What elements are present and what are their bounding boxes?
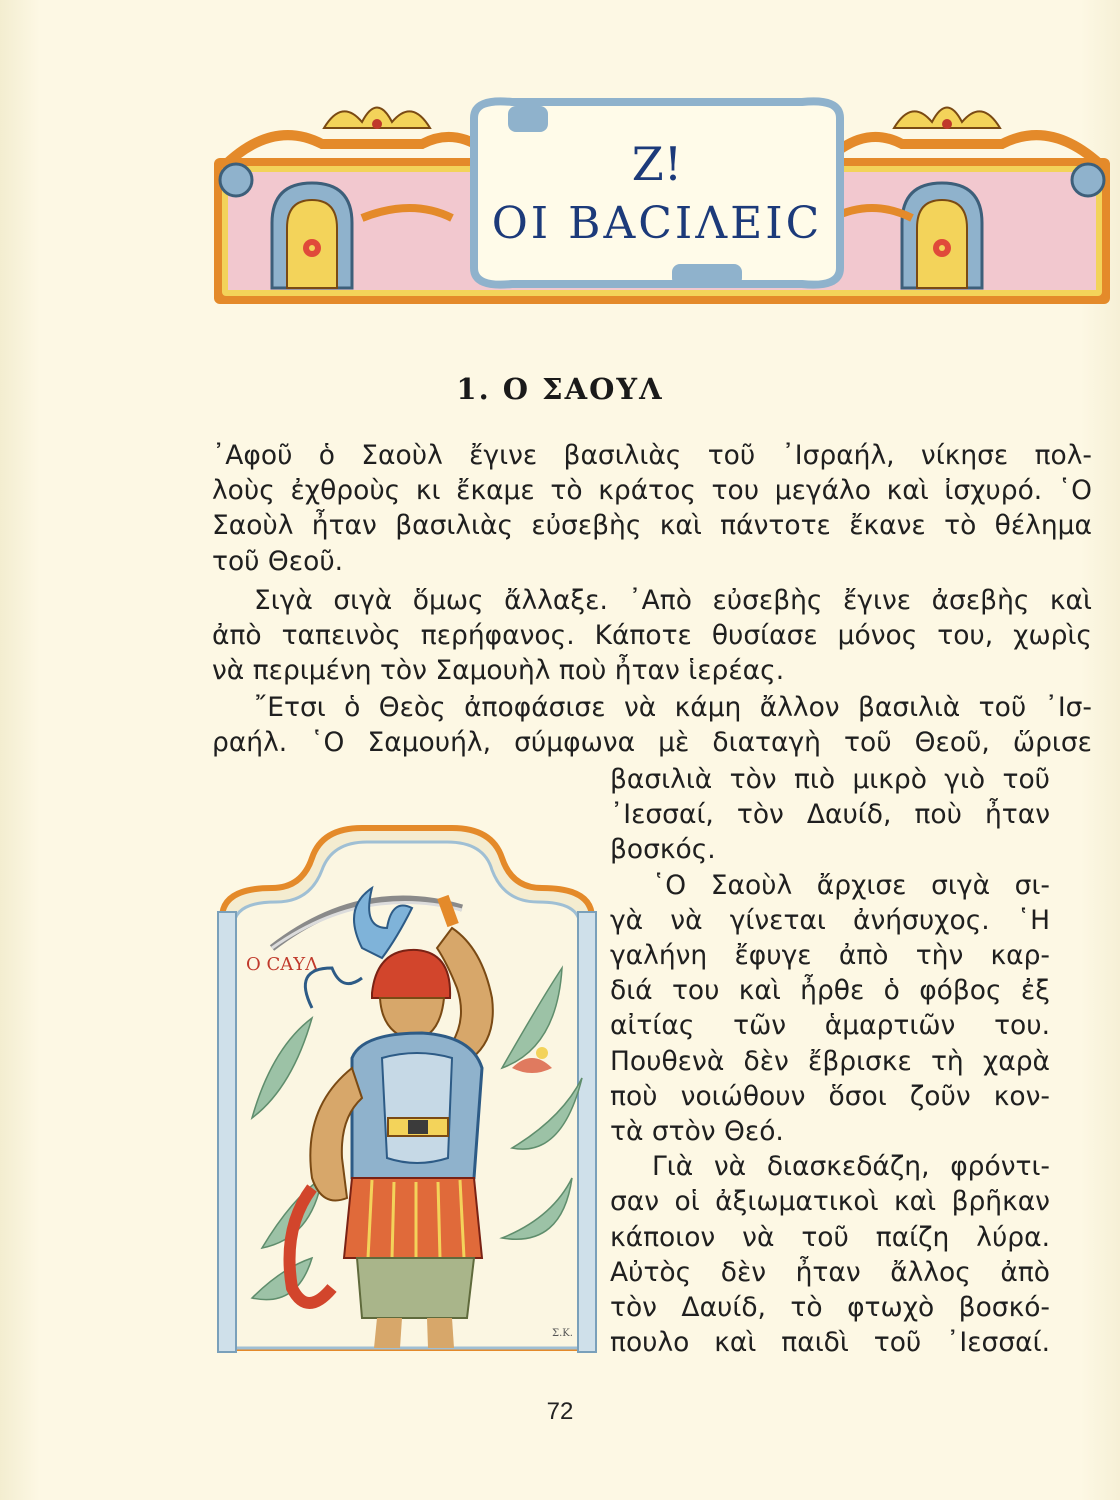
paragraph-2 — [212, 583, 1092, 689]
illustration-label: Ο CΑΥΛ — [246, 954, 319, 975]
saul-illustration — [212, 818, 602, 1358]
chapter-header-banner — [212, 88, 1114, 318]
paragraph-3 — [212, 690, 1092, 760]
chapter-title: ΟΙ ΒΑCΙΛΕΙC — [491, 198, 823, 249]
chapter-letter: Ζ! — [631, 137, 683, 191]
text-line: νὰ περιμένη τὸν Σαμουὴλ ποὺ ἦταν ἱερέας. — [212, 655, 785, 687]
text-line: διά του καὶ ἦρθε ὁ φόβος ἐξ — [610, 975, 1050, 1007]
left-ornament-crown — [324, 108, 430, 130]
text-line: βοσκός. — [610, 834, 716, 866]
text-line: ποὺ νοιώθουν ὅσοι ζοῦν κον- — [610, 1080, 1050, 1112]
text-line: ῎Ετσι ὁ Θεὸς ἀποφάσισε νὰ κάμη ἄλλον βασιλιὰ τοῦ ᾿Ισ- — [254, 692, 1092, 723]
section-title: 1. Ο ΣΑΟΥΛ — [456, 372, 664, 406]
title-scroll — [474, 101, 840, 286]
text-line: βασιλιὰ τὸν πιὸ μικρὸ γιὸ τοῦ — [610, 764, 1050, 795]
text-line: σαν οἱ ἀξιωματικοὶ καὶ βρῆκαν — [610, 1186, 1050, 1218]
right-ornament-crown — [894, 108, 1000, 130]
text-line: κάποιον νὰ τοῦ παίζη λύρα. — [610, 1221, 1050, 1253]
text-line: γὰ νὰ γίνεται ἀνήσυχος. ῾Η — [610, 904, 1050, 936]
text-line: γαλήνη ἔφυγε ἀπὸ τὴν καρ- — [610, 940, 1050, 972]
text-line: αἰτίας τῶν ἁμαρτιῶν του. — [610, 1010, 1050, 1042]
text-line: λοὺς ἐχθροὺς κι ἔκαμε τὸ κράτος του μεγάλο καὶ ἰσχυρό. ῾Ο — [212, 475, 1092, 507]
text-line: ῾Ο Σαοὺλ ἄρχισε σιγὰ σι- — [652, 869, 1050, 901]
text-line: ᾿Αφοῦ ὁ Σαοὺλ ἔγινε βασιλιὰς τοῦ ᾿Ισραήλ, νίκησε πολ- — [212, 440, 1092, 471]
text-line: Σιγὰ σιγὰ ὅμως ἄλλαξε. ᾿Απὸ εὐσεβὴς ἔγινε ἀσεβὴς καὶ — [254, 585, 1092, 616]
text-line: Σαοὺλ ἦταν βασιλιὰς εὐσεβὴς καὶ πάντοτε ἔκανε τὸ θέλημα — [212, 510, 1092, 542]
left-arch-ornament — [272, 183, 352, 288]
text-line: ᾿Ιεσσαί, τὸν Δαυίδ, ποὺ ἦταν — [610, 799, 1050, 831]
artist-signature: Σ.Κ. — [552, 1328, 573, 1339]
text-line: Πουθενὰ δὲν ἔβρισκε τὴ χαρὰ — [610, 1045, 1050, 1077]
text-line: Αὐτὸς δὲν ἦταν ἄλλος ἀπὸ — [610, 1256, 1050, 1288]
text-line: τοῦ Θεοῦ. — [212, 545, 344, 577]
text-line: τὰ στὸν Θεό. — [610, 1116, 784, 1148]
text-line: πουλο καὶ παιδὶ τοῦ ᾿Ιεσσαί. — [610, 1327, 1050, 1359]
right-arch-ornament — [902, 183, 982, 288]
text-line: ραήλ. ῾Ο Σαμουήλ, σύμφωνα μὲ διαταγὴ τοῦ Θεοῦ, ὥρισε — [212, 727, 1092, 759]
text-line: τὸν Δαυίδ, τὸ φτωχὸ βοσκό- — [610, 1292, 1050, 1324]
wrapped-paragraphs — [610, 762, 1050, 1360]
page-number: 72 — [546, 1398, 574, 1425]
armor-skirt — [344, 1178, 482, 1258]
text-line: Γιὰ νὰ διασκεδάζη, φρόντι- — [652, 1151, 1050, 1183]
text-line: ἀπὸ ταπεινὸς περήφανος. Κάποτε θυσίασε μόνος του, χωρὶς — [212, 620, 1092, 652]
paragraph-1 — [212, 438, 1092, 579]
